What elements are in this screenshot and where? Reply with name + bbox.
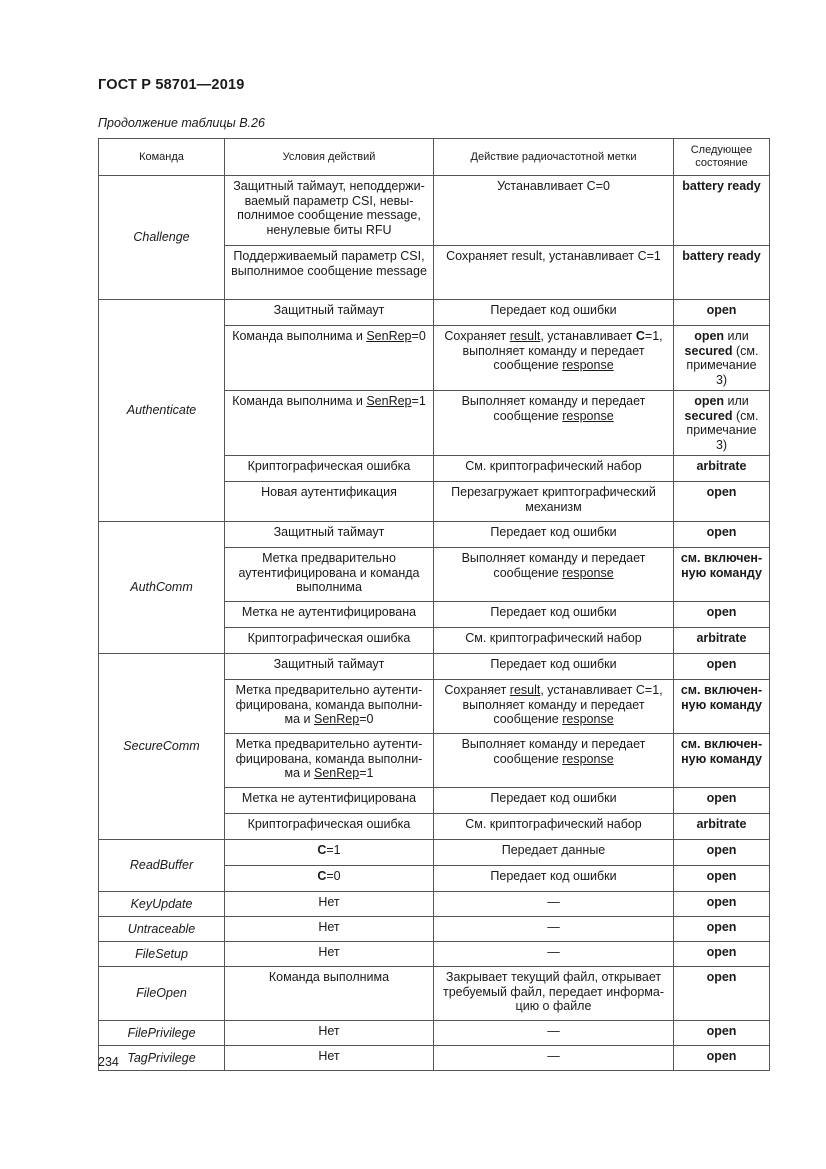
condition-cell: Метка предварительно аутентифицирована и команда выполнима — [225, 548, 434, 602]
table-row — [99, 967, 770, 1021]
command-cell: FilePrivilege — [99, 1021, 225, 1046]
condition-cell: Нет — [225, 1046, 434, 1071]
condition-cell: Нет — [225, 942, 434, 967]
condition-cell: Команда выполнима и SenRep=0 — [225, 326, 434, 391]
table-header-row — [99, 139, 770, 176]
action-cell: Сохраняет result, устанавливает С=1, выполняет команду и передает сообщение response — [434, 680, 674, 734]
state-cell: arbitrate — [674, 456, 770, 482]
state-cell: open — [674, 522, 770, 548]
action-cell: — — [434, 917, 674, 942]
senrep-term: SenRep — [314, 766, 360, 780]
action-cell: Передает код ошибки — [434, 300, 674, 326]
action-cell: Передает код ошибки — [434, 866, 674, 892]
action-cell: Передает данные — [434, 840, 674, 866]
header-action: Действие радиочастотной метки — [434, 139, 674, 176]
command-cell: SecureComm — [99, 654, 225, 840]
senrep-term: SenRep — [366, 394, 412, 408]
state-cell: open — [674, 1046, 770, 1071]
command-cell: Untraceable — [99, 917, 225, 942]
state-cell: open или secured (см. примечание 3) — [674, 326, 770, 391]
action-cell: Сохраняет result, устанавливает С=1, выполняет команду и передает сообщение response — [434, 326, 674, 391]
action-cell: См. криптографический набор — [434, 628, 674, 654]
state-cell: open — [674, 866, 770, 892]
response-term: response — [562, 565, 614, 580]
table-row — [99, 654, 770, 680]
command-cell: Authenticate — [99, 300, 225, 522]
action-cell: См. криптографический набор — [434, 814, 674, 840]
senrep-term: SenRep — [366, 329, 412, 343]
table-row — [99, 1046, 770, 1071]
state-cell: open — [674, 654, 770, 680]
condition-cell: Криптографическая ошибка — [225, 628, 434, 654]
state-cell: open — [674, 602, 770, 628]
state-cell: open — [674, 892, 770, 917]
command-cell: AuthComm — [99, 522, 225, 654]
state-cell: см. включен-ную команду — [674, 734, 770, 788]
command-cell: FileSetup — [99, 942, 225, 967]
state-cell: см. включен-ную команду — [674, 680, 770, 734]
commands-table — [98, 138, 770, 1071]
condition-cell: Защитный таймаут — [225, 654, 434, 680]
condition-cell: Нет — [225, 917, 434, 942]
condition-cell: Команда выполнима и SenRep=1 — [225, 391, 434, 456]
state-cell: open — [674, 788, 770, 814]
action-cell: Устанавливает С=0 — [434, 176, 674, 246]
state-cell: battery ready — [674, 246, 770, 300]
command-cell: ReadBuffer — [99, 840, 225, 892]
state-cell: open или secured (см. примечание 3) — [674, 391, 770, 456]
state-cell: open — [674, 942, 770, 967]
state-cell: open — [674, 300, 770, 326]
document-title: ГОСТ Р 58701—2019 — [98, 77, 245, 93]
action-cell: Сохраняет result, устанавливает С=1 — [434, 246, 674, 300]
condition-cell: Новая аутентификация — [225, 482, 434, 522]
header-next-state: Следующее состояние — [674, 139, 770, 176]
state-cell: arbitrate — [674, 628, 770, 654]
action-cell: См. криптографический набор — [434, 456, 674, 482]
table-row — [99, 300, 770, 326]
response-term: response — [562, 712, 614, 726]
condition-cell: С=1 — [225, 840, 434, 866]
action-cell: Выполняет команду и передает сообщение response — [434, 391, 674, 456]
command-cell: KeyUpdate — [99, 892, 225, 917]
table-caption: Продолжение таблицы В.26 — [98, 116, 265, 130]
table-row — [99, 1021, 770, 1046]
action-cell: Выполняет команду и передает сообщение response — [434, 548, 674, 602]
command-cell: Challenge — [99, 176, 225, 300]
condition-cell: Криптографическая ошибка — [225, 456, 434, 482]
condition-cell: Метка не аутентифицирована — [225, 788, 434, 814]
table-row — [99, 522, 770, 548]
response-term: response — [562, 358, 614, 372]
table-row — [99, 176, 770, 246]
action-cell: — — [434, 892, 674, 917]
result-term: result — [509, 683, 541, 697]
condition-cell: Метка предварительно аутенти-фицирована, команда выполни-ма и SenRep=0 — [225, 680, 434, 734]
condition-cell: Нет — [225, 892, 434, 917]
condition-cell: Защитный таймаут — [225, 522, 434, 548]
senrep-term: SenRep — [314, 712, 360, 726]
action-cell: Выполняет команду и передает сообщение response — [434, 734, 674, 788]
action-cell: Передает код ошибки — [434, 602, 674, 628]
state-cell: см. включен-ную команду — [674, 548, 770, 602]
condition-cell: Нет — [225, 1021, 434, 1046]
action-cell: Передает код ошибки — [434, 654, 674, 680]
action-cell: — — [434, 942, 674, 967]
result-term: result — [509, 329, 541, 343]
action-cell: — — [434, 1021, 674, 1046]
state-cell: open — [674, 967, 770, 1021]
response-term: response — [562, 408, 614, 423]
table-row — [99, 917, 770, 942]
header-command: Команда — [99, 139, 225, 176]
condition-cell: С=0 — [225, 866, 434, 892]
condition-cell: Поддерживаемый параметр CSI, выполнимое сообщение message — [225, 246, 434, 300]
condition-cell: Команда выполнима — [225, 967, 434, 1021]
action-cell: — — [434, 1046, 674, 1071]
condition-cell: Метка предварительно аутенти-фицирована, команда выполни-ма и SenRep=1 — [225, 734, 434, 788]
table-row — [99, 892, 770, 917]
action-cell: Передает код ошибки — [434, 788, 674, 814]
table-row — [99, 942, 770, 967]
state-cell: open — [674, 840, 770, 866]
action-cell: Перезагружает криптографический механизм — [434, 482, 674, 522]
state-cell: open — [674, 482, 770, 522]
page-number: 234 — [98, 1055, 119, 1069]
action-cell: Закрывает текущий файл, открывает требуемый файл, передает информа-цию о файле — [434, 967, 674, 1021]
condition-cell: Криптографическая ошибка — [225, 814, 434, 840]
response-term: response — [562, 751, 614, 766]
state-cell: open — [674, 917, 770, 942]
condition-cell: Защитный таймаут, неподдержи-ваемый параметр CSI, невы-полнимое сообщение message, ненулевые биты RFU — [225, 176, 434, 246]
table-row — [99, 840, 770, 866]
command-cell: TagPrivilege — [99, 1046, 225, 1071]
condition-cell: Защитный таймаут — [225, 300, 434, 326]
action-cell: Передает код ошибки — [434, 522, 674, 548]
header-conditions: Условия действий — [225, 139, 434, 176]
state-cell: arbitrate — [674, 814, 770, 840]
state-cell: battery ready — [674, 176, 770, 246]
condition-cell: Метка не аутентифицирована — [225, 602, 434, 628]
command-cell: FileOpen — [99, 967, 225, 1021]
state-cell: open — [674, 1021, 770, 1046]
